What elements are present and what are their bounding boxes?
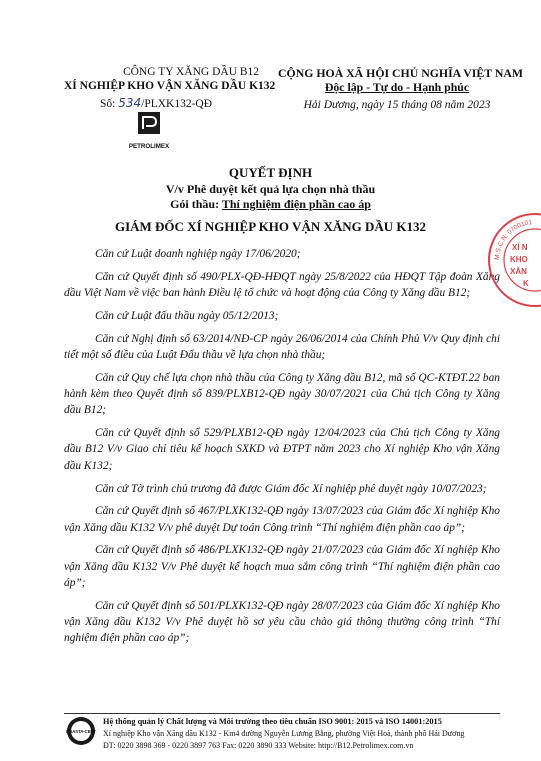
company-seal bbox=[485, 210, 541, 310]
republic-title: CỘNG HOÀ XÃ HỘI CHỦ NGHĨA VIỆT NAM bbox=[278, 66, 524, 80]
national-motto-text: Độc lập - Tự do - Hạnh phúc bbox=[324, 80, 470, 94]
certification-icon bbox=[66, 716, 96, 746]
place-date: Hải Dương, ngày 15 tháng 08 năm 2023 bbox=[303, 99, 491, 111]
doc-no-suffix: /PLXK132-QĐ bbox=[141, 98, 213, 110]
doc-no-handwritten: 534 bbox=[118, 96, 142, 110]
quasta-cert-logo bbox=[66, 716, 96, 746]
basis-paragraph: Căn cứ Tờ trình chủ trương đã được Giám đốc Xí nghiệp phê duyệt ngày 10/07/2023; bbox=[95, 482, 487, 495]
basis-paragraph: Căn cứ Quyết định số 486/PLXK132-QĐ ngày 21/07/2023 của Giám đốc Xí nghiệp Kho vận Xăng dầu K132 V/v Phê duyệt kế hoạch mua sắm công trình “Thí nghiệm điện phần cao áp”; bbox=[64, 544, 500, 590]
seal-icon bbox=[485, 210, 541, 310]
document-number bbox=[100, 96, 212, 110]
footer-contact: ĐT: 0220 3898 369 - 0220 3897 763 Fax: 0220 3890 333 Website: http://B12.Petrolimex.com.vn bbox=[103, 741, 414, 750]
legal-basis bbox=[64, 246, 500, 653]
issuing-authority: GIÁM ĐỐC XÍ NGHIỆP KHO VẬN XĂNG DẦU K132 bbox=[114, 219, 427, 234]
cert-logo-text: QUASTA-CERT bbox=[66, 729, 96, 734]
seal-line: KHO bbox=[510, 255, 528, 264]
basis-paragraph: Căn cứ Quyết định số 529/PLXB12-QĐ ngày 12/04/2023 của Chủ tịch Công ty Xăng dầu B12 V/v Giao chỉ tiêu kế hoạch SXKD và ĐTPT năm 2023 cho Xí nghiệp Kho vận Xăng dầu K132; bbox=[64, 427, 500, 472]
national-motto bbox=[278, 80, 516, 95]
basis-paragraph: Căn cứ Quy chế lựa chọn nhà thầu của Công ty Xăng dầu B12, mã số QC-KTĐT.22 ban hành kèm theo Quyết định số 839/PLXB12-QĐ ngày 30/07/2021 của Chủ tịch Công ty Xăng dầu B12; bbox=[64, 371, 500, 417]
bid-package-name: Thí nghiệm điện phần cao áp bbox=[221, 197, 371, 211]
seal-ring-text: M.S.C.N: 0700101 bbox=[493, 219, 533, 261]
doc-no-prefix: Số: bbox=[100, 98, 116, 110]
decision-subject: V/v Phê duyệt kết quả lựa chọn nhà thầu bbox=[165, 182, 376, 196]
basis-paragraph: Căn cứ Luật đấu thầu ngày 05/12/2013; bbox=[95, 309, 279, 322]
seal-line: XĂN bbox=[510, 267, 527, 276]
petrolimex-logo bbox=[129, 112, 169, 154]
basis-paragraph: Căn cứ Luật doanh nghiệp ngày 17/06/2020; bbox=[95, 248, 301, 260]
basis-paragraph: Căn cứ Quyết định số 501/PLXK132-QĐ ngày 28/07/2023 của Giám đốc Xí nghiệp Kho vận Xăng dầu K132 V/v Phê duyệt hồ sơ yêu cầu chào giá thông thường công trình “Thí nghiệm điện phần cao áp”; bbox=[64, 599, 500, 645]
petrolimex-logo-icon bbox=[129, 112, 169, 154]
basis-paragraph: Căn cứ Quyết định số 490/PLX-QĐ-HĐQT ngày 25/8/2022 của HĐQT Tập đoàn Xăng dầu Việt Nam về việc ban hành Điều lệ tổ chức và hoạt động của Công ty Xăng dầu B12; bbox=[64, 270, 500, 300]
footer-divider bbox=[64, 713, 500, 714]
bid-package bbox=[0, 197, 541, 212]
bid-package-prefix: Gói thầu: bbox=[170, 197, 222, 211]
logo-text: PETROLIMEX bbox=[129, 143, 169, 150]
footer-address: Xí nghiệp Kho vận Xăng dầu K132 - Km4 đường Nguyễn Lương Bằng, phường Việt Hoà, thành phố Hải Dương bbox=[103, 729, 465, 738]
decision-title: QUYẾT ĐỊNH bbox=[228, 165, 313, 180]
enterprise-name-text: XÍ NGHIỆP KHO VẬN XĂNG DẦU K132 bbox=[64, 80, 276, 92]
company-name: CÔNG TY XĂNG DẦU B12 bbox=[122, 66, 260, 78]
footer-iso: Hệ thống quản lý Chất lượng và Môi trường theo tiêu chuẩn ISO 9001: 2015 và ISO 14001:2015 bbox=[103, 717, 442, 726]
enterprise-name bbox=[64, 80, 275, 92]
seal-line: XÍ N bbox=[512, 243, 528, 252]
seal-line: K bbox=[523, 279, 529, 288]
basis-paragraph: Căn cứ Quyết định số 467/PLXK132-QĐ ngày 13/07/2023 của Giám đốc Xí nghiệp Kho vận Xăng dầu K132 V/v phê duyệt Dự toán Công trình “Thí nghiệm điện phần cao áp”; bbox=[64, 505, 500, 534]
basis-paragraph: Căn cứ Nghị định số 63/2014/NĐ-CP ngày 26/06/2014 của Chính Phủ V/v Quy định chi tiết một số điều của Luật Đấu thầu về lựa chọn nhà thầu; bbox=[64, 332, 500, 361]
